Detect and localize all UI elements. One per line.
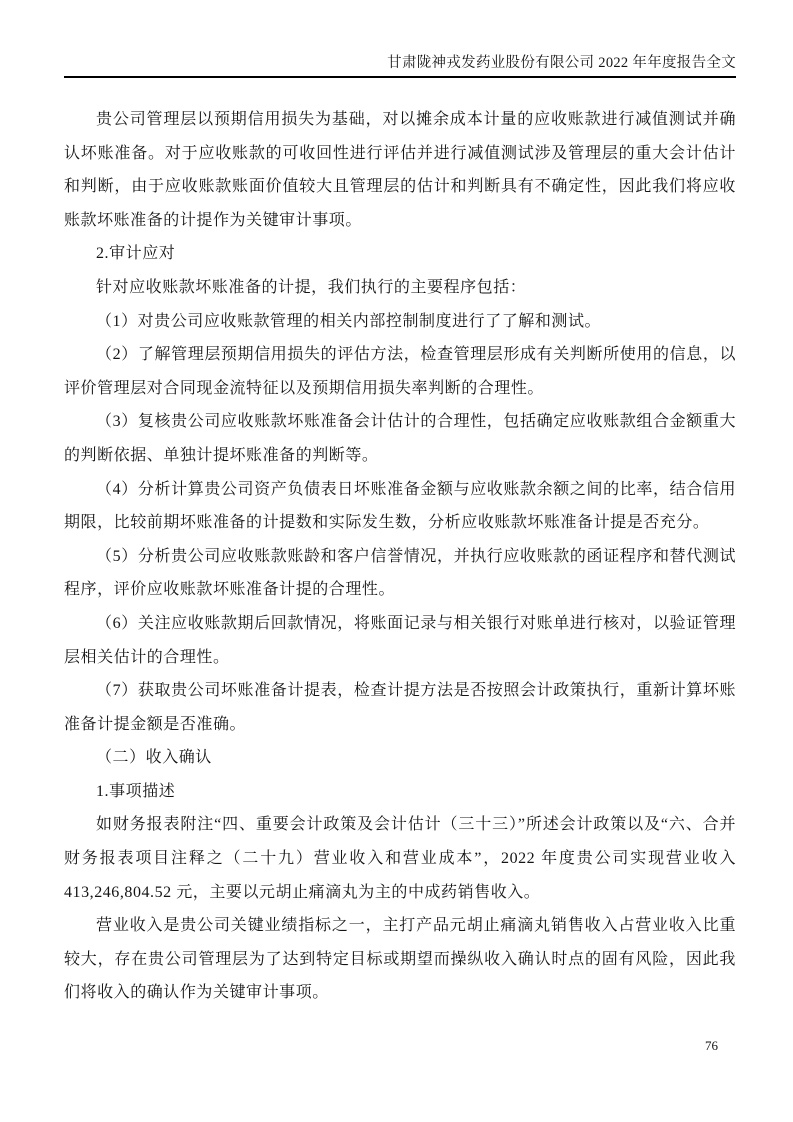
paragraph: （2）了解管理层预期信用损失的评估方法，检查管理层形成有关判断所使用的信息，以评价管理层对合同现金流特征以及预期信用损失率判断的合理性。 bbox=[64, 346, 736, 397]
paragraph: 贵公司管理层以预期信用损失为基础，对以摊余成本计量的应收账款进行减值测试并确认坏账准备。对于应收账款的可收回性进行评估并进行减值测试涉及管理层的重大会计估计和判断，由于应收账款账面价值较大且管理层的估计和判断具有不确定性，因此我们将应收账款坏账准备的计提作为关键审计事项。 bbox=[64, 111, 736, 229]
paragraph: （7）获取贵公司坏账准备计提表，检查计提方法是否按照会计政策执行，重新计算坏账准备计提金额是否准确。 bbox=[64, 682, 736, 733]
paragraph: （6）关注应收账款期后回款情况，将账面记录与相关银行对账单进行核对，以验证管理层相关估计的合理性。 bbox=[64, 614, 736, 666]
header-title: 甘肃陇神戎发药业股份有限公司 2022 年年度报告全文 bbox=[387, 55, 736, 71]
paragraph: 营业收入是贵公司关键业绩指标之一，主打产品元胡止痛滴丸销售收入占营业收入比重较大，存在贵公司管理层为了达到特定目标或期望而操纵收入确认时点的固有风险，因此我们将收入的确认作为关键审计事项。 bbox=[64, 917, 736, 1002]
page-number: 76 bbox=[705, 1038, 718, 1053]
paragraph: 如财务报表附注“四、重要会计政策及会计估计（三十三）”所述会计政策以及“六、合并财务报表项目注释之（二十九）营业收入和营业成本”，2022 年度贵公司实现营业收入 413,246,804.52 元，主要以元胡止痛滴丸为主的中成药销售收入。 bbox=[64, 816, 736, 901]
paragraph: 2.审计应对 bbox=[96, 245, 176, 263]
paragraph: （3）复核贵公司应收账款坏账准备会计估计的合理性，包括确定应收账款组合金额重大的判断依据、单独计提坏账准备的判断等。 bbox=[64, 413, 736, 464]
document-body bbox=[64, 103, 736, 1010]
paragraph: 1.事项描述 bbox=[96, 782, 176, 800]
paragraph: （1）对贵公司应收账款管理的相关内部控制制度进行了了解和测试。 bbox=[96, 312, 602, 330]
paragraph: （5）分析贵公司应收账款账龄和客户信誉情况，并执行应收账款的函证程序和替代测试程序，评价应收账款坏账准备计提的合理性。 bbox=[64, 547, 736, 599]
header-rule bbox=[64, 76, 736, 78]
paragraph: 针对应收账款坏账准备的计提，我们执行的主要程序包括： bbox=[96, 278, 527, 296]
paragraph: （4）分析计算贵公司资产负债表日坏账准备金额与应收账款余额之间的比率，结合信用期限，比较前期坏账准备的计提数和实际发生数，分析应收账款坏账准备计提是否充分。 bbox=[64, 480, 736, 532]
paragraph: （二）收入确认 bbox=[96, 749, 212, 767]
